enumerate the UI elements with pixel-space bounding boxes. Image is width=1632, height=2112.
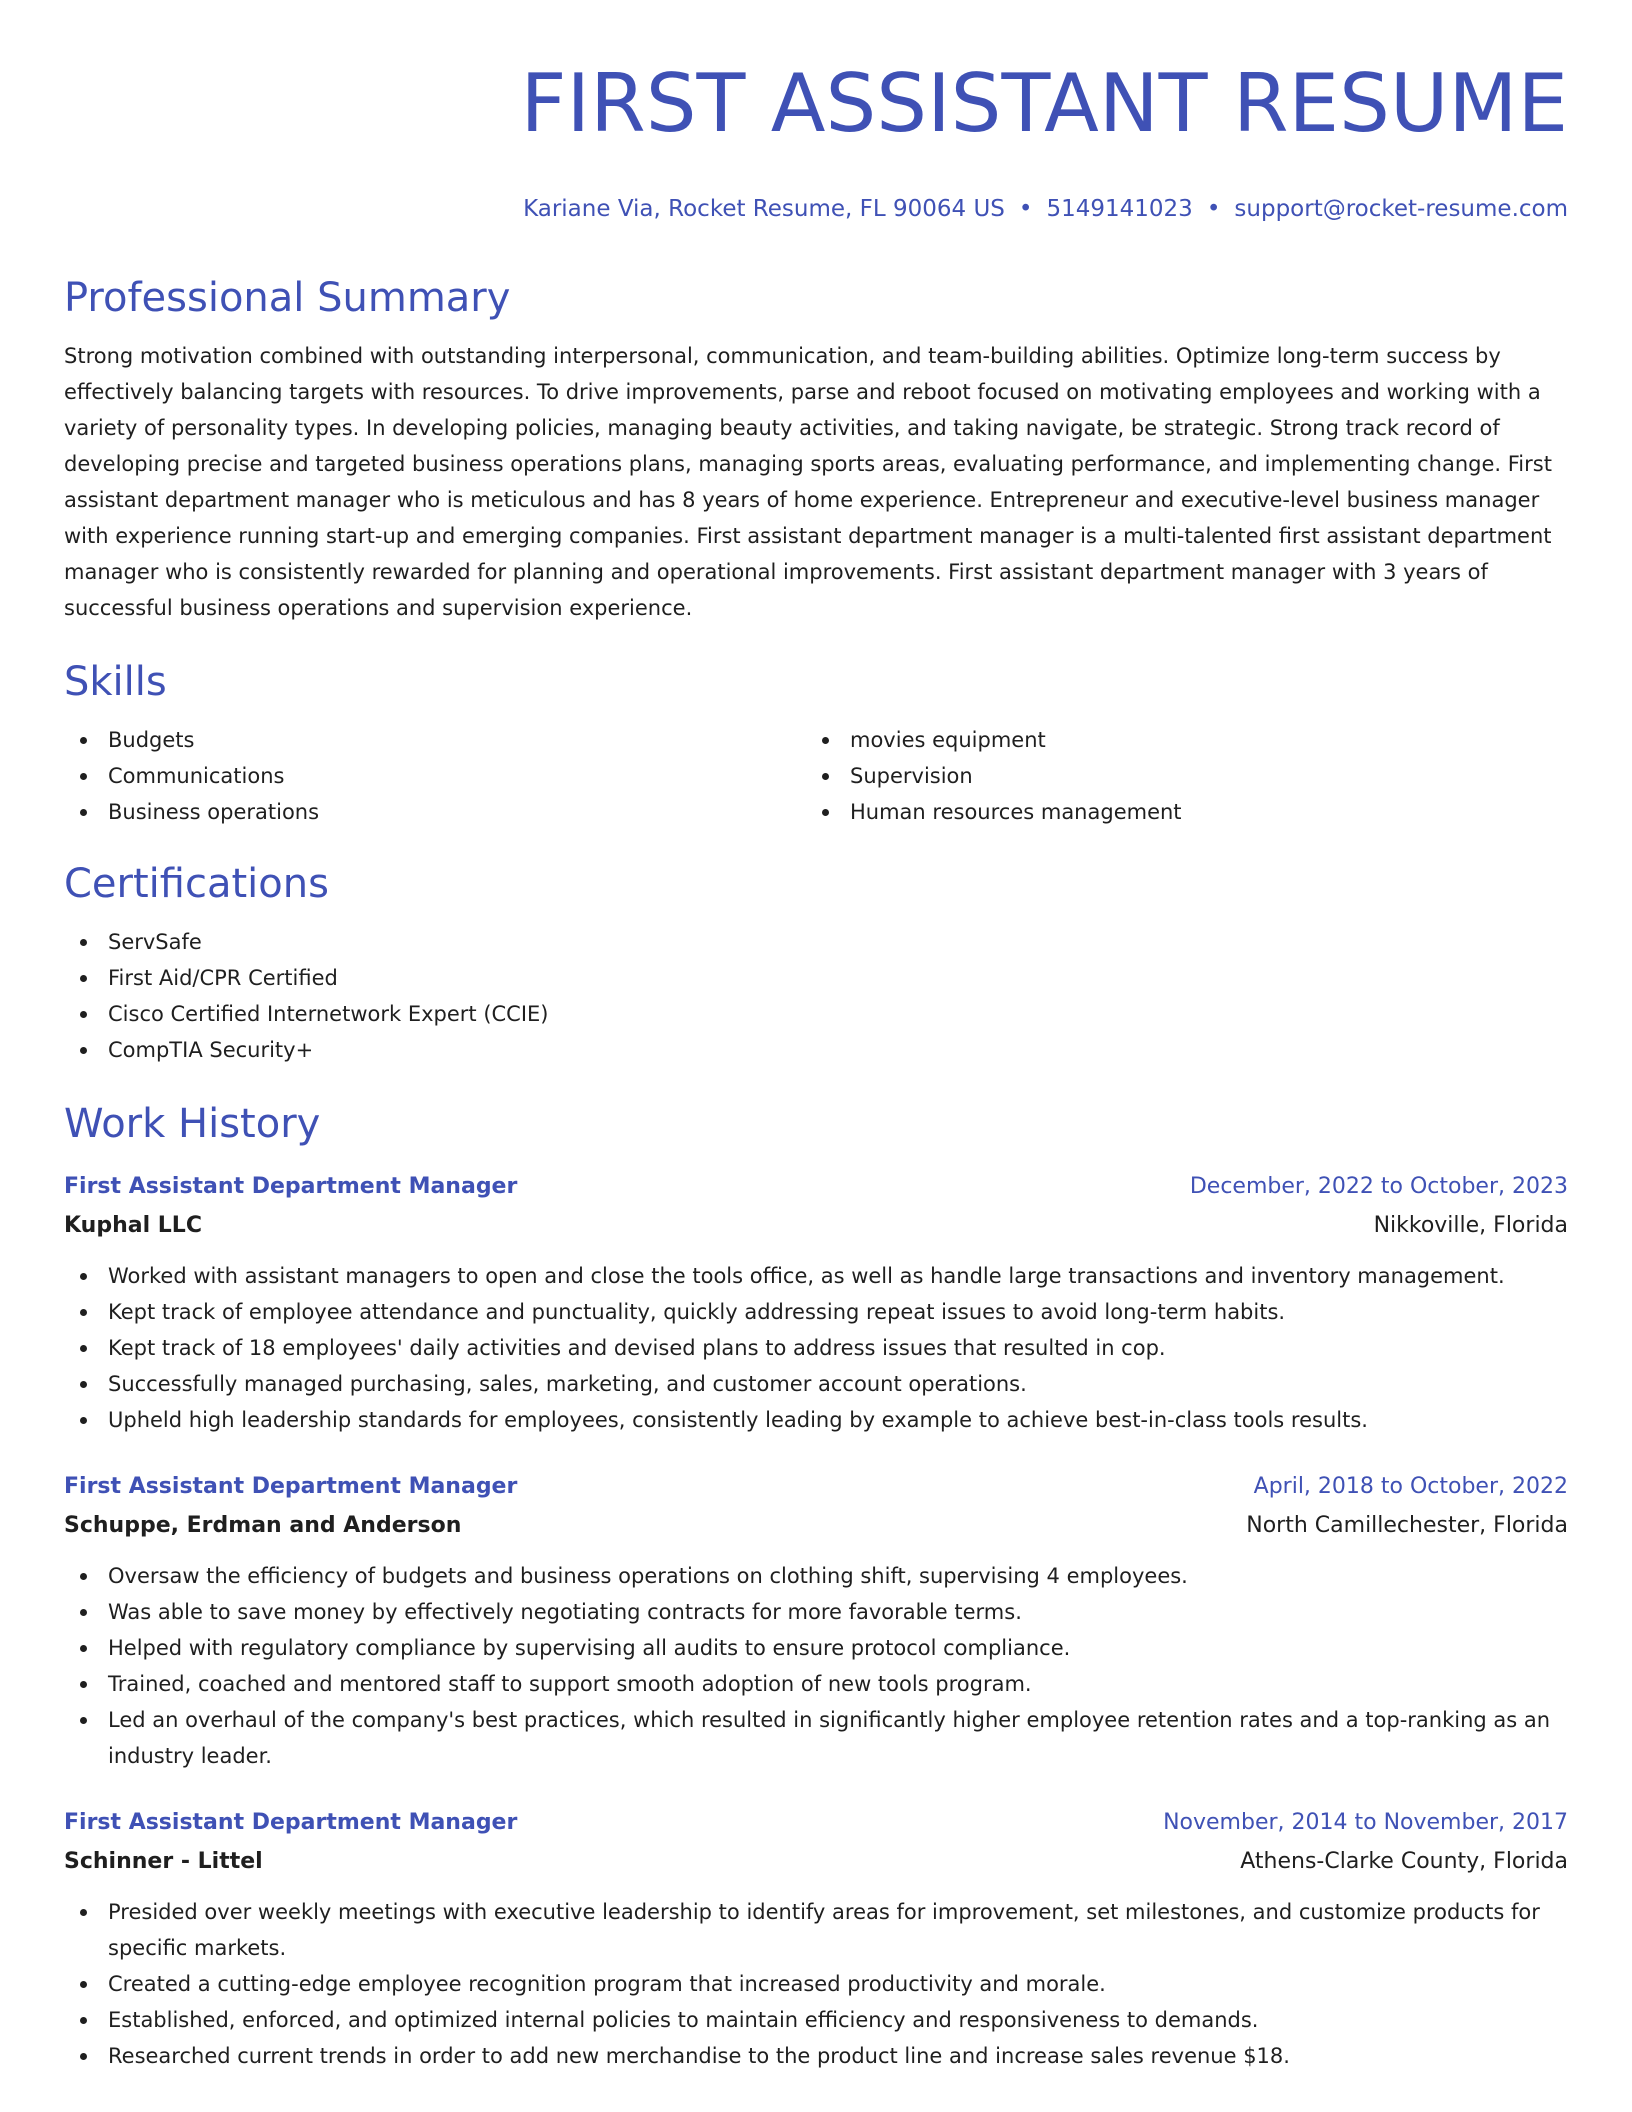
job-title: First Assistant Department Manager — [64, 1174, 518, 1199]
job-bullet: Helped with regulatory compliance by supervising all audits to ensure protocol compliance. — [64, 1630, 1568, 1666]
contact-separator: • — [1206, 196, 1221, 222]
job-bullet: Oversaw the efficiency of budgets and business operations on clothing shift, supervising 4 employees. — [64, 1558, 1568, 1594]
job-bullets — [64, 1258, 1568, 1438]
job-header — [64, 1168, 1568, 1206]
job-bullet: Kept track of 18 employees' daily activities and devised plans to address issues that resulted in cop. — [64, 1330, 1568, 1366]
job-bullets — [64, 1558, 1568, 1774]
job-header — [64, 1468, 1568, 1506]
job-entry — [64, 1804, 1568, 2074]
contact-email[interactable]: support@rocket-resume.com — [1234, 196, 1568, 222]
contact-line — [64, 194, 1568, 224]
resume-page — [64, 0, 1568, 2074]
job-location: Nikkoville, Florida — [1373, 1213, 1568, 1238]
job-company: Schinner - Littel — [64, 1849, 263, 1874]
job-bullet: Created a cutting-edge employee recognition program that increased productivity and morale. — [64, 1966, 1568, 2002]
job-dates: April, 2018 to October, 2022 — [1253, 1474, 1568, 1499]
skills-list-right — [806, 722, 1548, 830]
job-bullet: Successfully managed purchasing, sales, marketing, and customer account operations. — [64, 1366, 1568, 1402]
job-bullet: Led an overhaul of the company's best practices, which resulted in significantly higher employee retention rates and a top-ranking as an industry leader. — [64, 1702, 1568, 1774]
job-location: Athens-Clarke County, Florida — [1240, 1849, 1568, 1874]
certification-item: First Aid/CPR Certified — [64, 960, 1568, 996]
skills-heading: Skills — [64, 659, 167, 705]
skill-item: movies equipment — [806, 722, 1548, 758]
resume-title: FIRST ASSISTANT RESUME — [520, 57, 1568, 150]
summary-text: Strong motivation combined with outstanding interpersonal, communication, and team-building abilities. Optimize long-term success by effectively balancing targets with resources. To drive improvements, parse and reboot focused on motivating employees and working with a variety of personality types. In developing policies, managing beauty activities, and taking navigate, be strategic. Strong track record of developing precise and targeted business operations plans, managing sports areas, evaluating performance, and implementing change. First assistant department manager who is meticulous and has 8 years of home experience. Entrepreneur and executive-level business manager with experience running start-up and emerging companies. First assistant department manager is a multi-talented first assistant department manager who is consistently rewarded for planning and operational improvements. First assistant department manager with 3 years of successful business operations and supervision experience. — [64, 344, 1552, 620]
job-bullet: Worked with assistant managers to open and close the tools office, as well as handle large transactions and inventory management. — [64, 1258, 1568, 1294]
skills-grid — [64, 722, 1568, 830]
skill-item: Budgets — [64, 722, 806, 758]
job-company: Schuppe, Erdman and Anderson — [64, 1513, 462, 1538]
work-history-heading: Work History — [64, 1101, 321, 1147]
contact-separator: • — [1018, 196, 1033, 222]
job-title: First Assistant Department Manager — [64, 1474, 518, 1499]
job-header — [64, 1804, 1568, 1842]
job-bullets — [64, 1894, 1568, 2074]
skill-item: Communications — [64, 758, 806, 794]
job-bullet: Presided over weekly meetings with executive leadership to identify areas for improvement, set milestones, and customize products for specific markets. — [64, 1894, 1568, 1966]
job-entry — [64, 1468, 1568, 1774]
skills-list-left — [64, 722, 806, 830]
summary-heading: Professional Summary — [64, 275, 511, 321]
certification-item: CompTIA Security+ — [64, 1032, 1568, 1068]
job-dates: November, 2014 to November, 2017 — [1163, 1810, 1568, 1835]
job-entry — [64, 1168, 1568, 1438]
certifications-list — [64, 924, 1568, 1068]
job-bullet: Researched current trends in order to add new merchandise to the product line and increase sales revenue $18. — [64, 2038, 1568, 2074]
certification-item: ServSafe — [64, 924, 1568, 960]
job-bullet: Trained, coached and mentored staff to support smooth adoption of new tools program. — [64, 1666, 1568, 1702]
contact-phone: 5149141023 — [1046, 196, 1193, 222]
job-location: North Camillechester, Florida — [1246, 1513, 1568, 1538]
skill-item: Supervision — [806, 758, 1548, 794]
job-dates: December, 2022 to October, 2023 — [1189, 1174, 1568, 1199]
job-bullet: Was able to save money by effectively negotiating contracts for more favorable terms. — [64, 1594, 1568, 1630]
contact-address: Kariane Via, Rocket Resume, FL 90064 US — [523, 196, 1005, 222]
job-subheader — [64, 1506, 1568, 1546]
job-bullet: Established, enforced, and optimized internal policies to maintain efficiency and responsiveness to demands. — [64, 2002, 1568, 2038]
job-bullet: Upheld high leadership standards for employees, consistently leading by example to achieve best-in-class tools results. — [64, 1402, 1568, 1438]
job-bullet: Kept track of employee attendance and punctuality, quickly addressing repeat issues to avoid long-term habits. — [64, 1294, 1568, 1330]
skill-item: Human resources management — [806, 794, 1548, 830]
certifications-heading: Certifications — [64, 861, 329, 907]
job-subheader — [64, 1842, 1568, 1882]
certification-item: Cisco Certified Internetwork Expert (CCIE) — [64, 996, 1568, 1032]
job-title: First Assistant Department Manager — [64, 1810, 518, 1835]
job-company: Kuphal LLC — [64, 1213, 202, 1238]
job-subheader — [64, 1206, 1568, 1246]
skill-item: Business operations — [64, 794, 806, 830]
